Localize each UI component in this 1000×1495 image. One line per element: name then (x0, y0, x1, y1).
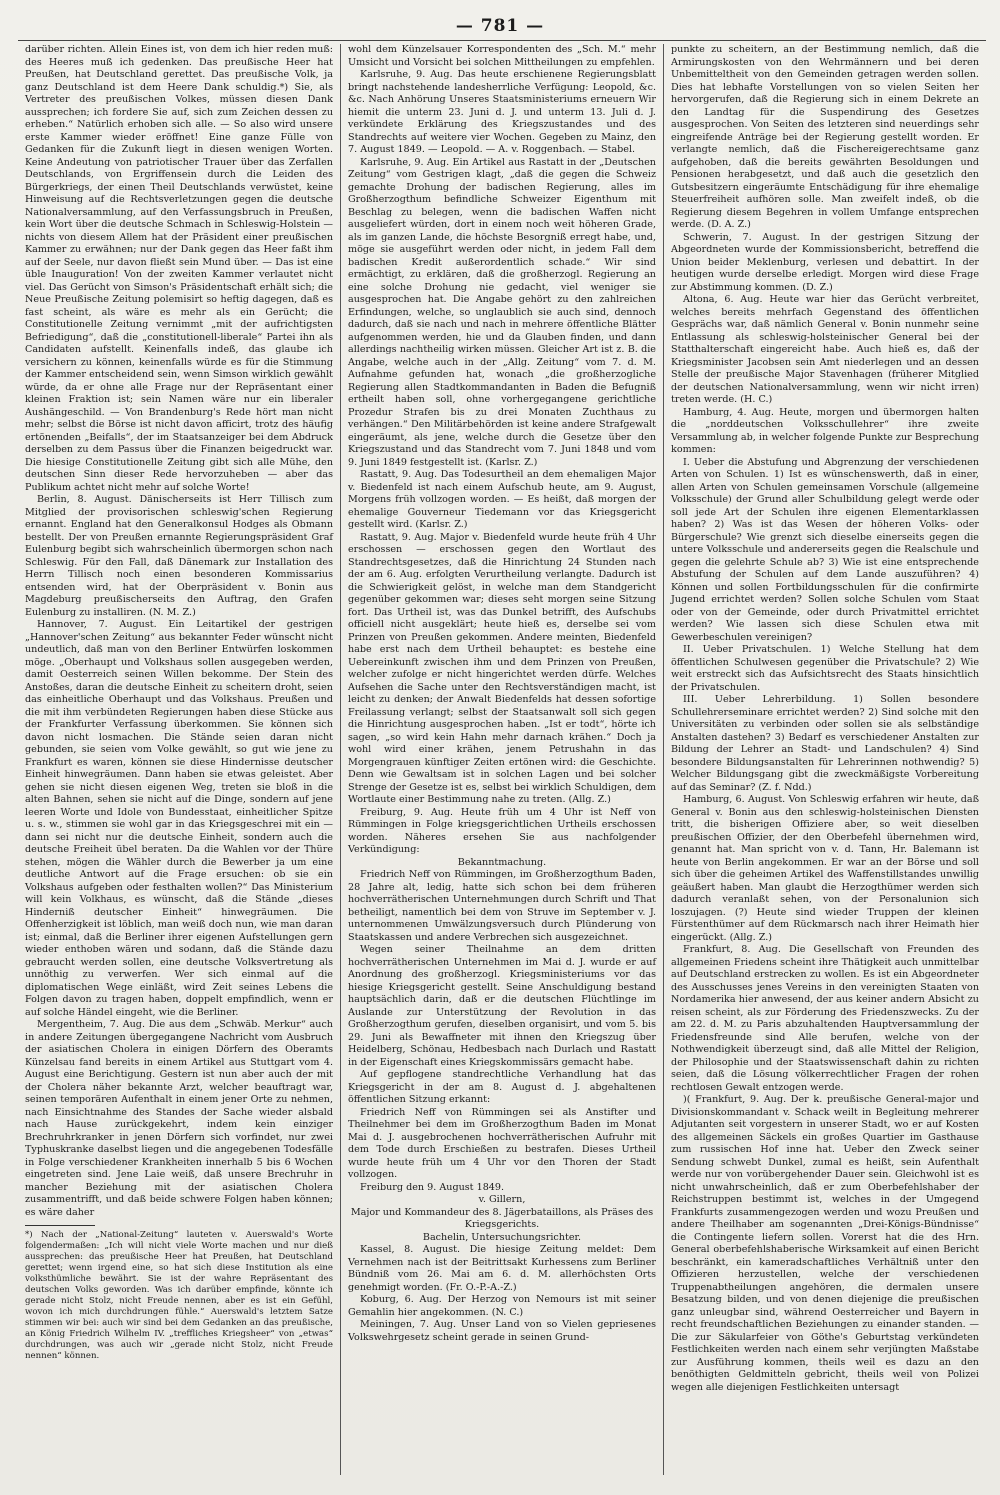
article-berlin: Berlin, 8. August. Dänischerseits ist Herr Tillisch zum Mitglied der provisorischen schleswig'schen Regierung ernannt. England hat den Generalkonsul Hodges als Obmann bestellt. Der von Preußen ernannte Regierungspräsident Graf Eulenburg begibt sich wahrscheinlich übermorgen schon nach Schleswig. Für den Fall, daß Dänemark zur Installation des Herrn Tillisch noch einen besonderen Kommissarius entsenden wird, hat der Oberpräsident v. Bonin aus Magdeburg preußischerseits den Auftrag, den Grafen Eulenburg zu installiren. (N. M. Z.) (25, 494, 333, 618)
article-hamburg-2: Hamburg, 6. August. Von Schleswig erfahren wir heute, daß General v. Bonin aus den schleswig-holsteinischen Diensten tritt, die bisherigen Offiziere aber, so weit dieselben preußischen Offizier, der den Oberbefehl übernehmen wird, genannt hat. Man spricht von v. d. Tann, Hr. Balemann ist heute von Berlin angekommen. Er war an der Börse und soll sich über die geheimen Artikel des Waffenstillstandes unwillig geäußert haben. Man glaubt die Herzogthümer werden sich dadurch veranlaßt sehen, von der Personalunion sich loszujagen. (?) Heute sind wieder Truppen der kleinen Fürstenthümer auf dem Rückmarsch nach ihrer Heimath hier eingerückt. (Allg. Z.) (671, 794, 979, 943)
article-rastatt-2: Rastatt, 9. Aug. Major v. Biedenfeld wurde heute früh 4 Uhr erschossen — erschossen gegen den Wortlaut des Standrechtsgesetzes, daß die Hinrichtung 24 Stunden nach der am 6. Aug. erfolgten Verurtheilung verlangte. Dadurch ist die Schwierigkeit gelöst, in welche man dem Standgericht gegenüber gekommen war; dieses seht morgen seine Sitzung fort. Das Urtheil ist, was das Dunkel betrifft, des Aufschubs officiell nicht ausgeklärt; heute hieß es, derselbe sei vom Prinzen von Preußen gekommen. Andere meinten, Biedenfeld habe erst nach dem Urtheil behauptet: es bestehe eine Uebereinkunft zwischen ihm und dem Prinzen von Preußen, welcher zufolge er nicht hingerichtet werden dürfe. Welches Aufsehen die Sache unter den Rechtsverständigen macht, ist leicht zu denken; der Anwalt Biedenfelds hat dessen sofortige Freilassung verlangt; selbst der Staatsanwalt soll sich gegen die Hinrichtung ausgesprochen haben. „Ist er todt“, hörte ich sagen, „so wird kein Hahn mehr darnach krähen.“ Doch ja wohl wird einer krähen, jenem Petrushahn in das Morgengrauen künftiger Zeiten ertönen wird: die Geschichte. Denn wie Gewaltsam ist in solchen Lagen und bei solcher Strenge der Gesetze ist es, selbst bei wirklich Schuldigen, dem Wortlaute einer Bestimmung nahe zu treten. (Allg. Z.) (348, 531, 656, 805)
article-paragraph: Auf gepflogene standrechtliche Verhandlung hat das Kriegsgericht in der am 8. August d. J. abgehaltenen öffentlichen Sitzung erkannt: (348, 1069, 656, 1105)
article-frankfurt-1: Frankfurt, 8. Aug. Die Gesellschaft von Freunden des allgemeinen Friedens scheint ihre Thätigkeit auch unmittelbar auf Deutschland erstrecken zu wollen. Es ist ein Abgeordneter des Ausschusses jenes Vereins in den vereinigten Staaten von Nordamerika hier anwesend, der aus keiner andern Absicht zu reisen scheint, als zur Förderung des Friedenszwecks. Zu der am 22. d. M. zu Paris abzuhaltenden Hauptversammlung der Friedensfreunde sind Alle berufen, welche von der Nothwendigkeit überzeugt sind, daß alle Mittel der Religion, der Philosophie und der Staatswissenschaft dahin zu richten seien, daß die Lösung völkerrechtlicher Fragen der rohen rechtlosen Gewalt entzogen werde. (671, 944, 979, 1093)
column-3 (663, 44, 986, 1475)
article-kassel: Kassel, 8. August. Die hiesige Zeitung meldet: Dem Vernehmen nach ist der Beitrittsakt Kurhessens zum Berliner Bündniß vom 26. Mai am 6. d. M. allerhöchsten Orts genehmigt worden. (Fr. O.-P.-A.-Z.) (348, 1244, 656, 1293)
article-hannover: Hannover, 7. August. Ein Leitartikel der gestrigen „Hannover'schen Zeitung“ aus bekannter Feder wünscht nicht undeutlich, daß man von den Berliner Entwürfen loskommen möge. „Oberhaupt und Volkshaus sollen ausgegeben werden, damit Oesterreich seinen Willen bekomme. Der Stein des Anstoßes, daran die deutsche Einheit zu scheitern droht, seien das einheitliche Oberhaupt und das Volkshaus. Preußen und die mit ihm verbündeten Regierungen haben diese Stücke aus der Frankfurter Verfassung überkommen. Sie können sich davon nicht losmachen. Die Stände seien daran nicht gebunden, sie seien vom Volke gewählt, so gut wie jene zu Frankfurt es waren, können sie diese Hindernisse deutscher Einheit hinwegräumen. Dann haben sie etwas geleistet. Aber gehen sie nicht diesen eigenen Weg, treten sie bloß in die alten Bahnen, sehen sie nicht auf die Dinge, sondern auf jene leeren Worte und Idole von Bundesstaat, einheitlicher Spitze u. s. w., stimmen sie wohl gar in das Kriegsgeschrei mit ein — dann sei nicht nur die deutsche Einheit, sondern auch die deutsche Freiheit übel beraten. Da die Wahlen vor der Thüre stehen, mögen die Wähler durch die Bewerber ja um eine deutliche Antwort auf die Frage ersuchen: ob sie ein Volkshaus aufgeben oder festhalten wollen?“ Das Ministerium will kein Volkhaus, es wünscht, daß die Stände „dieses Hinderniß deutscher Einheit“ hinwegräumen. Die Offenherzigkeit ist löblich, man weiß doch nun, wie man daran ist; einmal, daß die Berliner ihrer eigenen Aufstellungen gern wieder enthoben wären und sodann, daß die Stände dazu gebraucht werden sollen, eine deutsche Volksvertretung als unnöthig zu verwerfen. Wer sich einmal auf die diplomatischen Wege einläßt, wird Zeit seines Lebens die Folgen davon zu tragen haben, doppelt empfindlich, wenn er auf solche Händel eingeht, wie die Berliner. (25, 619, 333, 1018)
article-hamburg-1: Hamburg, 4. Aug. Heute, morgen und übermorgen halten die „norddeutschen Volksschullehrer“ ihre zweite Versammlung ab, in welcher folgende Punkte zur Besprechung kommen: (671, 406, 979, 455)
article-paragraph: punkte zu scheitern, an der Bestimmung nemlich, daß die Armirungskosten von den Wehrmännern und bei deren Unbemitteltheit von den Gemeinden getragen werden sollen. Dies hat lebhafte Vorstellungen von so vielen Seiten her hervorgerufen, daß die Regierung sich in einem Dekrete an den Landtag für die Suspendirung des Gesetzes ausgesprochen. Von Seiten des letzteren sind neuerdings sehr eingreifende Anträge bei der Regierung gestellt worden. Er verlangte nemlich, daß die Fischereigerechtsame ganz aufgehoben, daß die bereits gewährten Besoldungen und Pensionen herabgesetzt, und daß auch die gesetzlich den Gutsbesitzern eingeräumte Entschädigung für ihre ehemalige Steuerfreiheit aufhören solle. Man zweifelt indeß, ob die Regierung diesem Begehren in vollem Umfange entsprechen werde. (D. A. Z.) (671, 44, 979, 230)
list-item: I. Ueber die Abstufung und Abgrenzung der verschiedenen Arten von Schulen. 1) Ist es wünschenswerth, daß in einer, allen Arten von Schulen gemeinsamen Vorschule (allgemeine Volksschule) der Grund aller Schulbildung gelegt werde oder soll jede Art der Schulen ihre eigenen Elementarklassen haben? 2) Was ist das Wesen der höheren Volks- oder Bürgerschule? Wie grenzt sich dieselbe einerseits gegen die untere Volksschule und andererseits gegen die Realschule und gegen die gelehrte Schule ab? 3) Wie ist eine entsprechende Abstufung der Schulen auf dem Lande auszuführen? 4) Können und sollen Fortbildungsschulen für die confirmirte Jugend errichtet werden? Sollen solche Schulen vom Staat oder von der Gemeinde, oder durch Privatmittel errichtet werden? Wie lassen sich diese Schulen etwa mit Gewerbeschulen vereinigen? (671, 456, 979, 643)
list-item: III. Ueber Lehrerbildung. 1) Sollen besondere Schullehrerseminare errichtet werden? 2) Sind solche mit den Universitäten zu verbinden oder sollen sie als selbständige Anstalten dastehen? 3) Bedarf es verschiedener Anstalten zur Bildung der Lehrer an Stadt- und Landschulen? 4) Sind besondere Bildungsanstalten für Lehrerinnen nothwendig? 5) Welcher Bildungsgang gibt die zweckmäßigste Vorbereitung auf das Seminar? (Z. f. Ndd.) (671, 694, 979, 793)
footnote-rule (25, 1225, 95, 1226)
signature-judge: Bachelin, Untersuchungsrichter. (422, 1231, 582, 1243)
article-rastatt-1: Rastatt, 9. Aug. Das Todesurtheil an dem ehemaligen Major v. Biedenfeld ist nach einem Aufschub heute, am 9. August, Morgens früh vollzogen worden. — Es heißt, daß morgen der ehemalige Gouverneur Tiedemann vor das Kriegsgericht gestellt wird. (Karlsr. Z.) (348, 469, 656, 530)
footnote: *) Nach der „National-Zeitung“ lauteten v. Auerswald's Worte folgendermaßen: „Ich will nicht viele Worte machen und nur dieß aussprechen: das preußische Heer hat Preußen, hat Deutschland gerettet; wenn irgend eine, so hat sich diese Institution als eine volksthümliche bewährt. Sie ist der wahre Repräsentant des deutschen Volks geworden. Was ich darüber empfinde, könnte ich gerade nicht Stolz, nicht Freude nennen, aber es ist ein Gefühl, wovon ich mich durchdrungen fühle.“ Auerswald's letztem Satze stimmen wir bei: auch wir sind bei dem Gedanken an das preußische, an König Friedrich Wilhelm IV. „treffliches Kriegsheer“ von „etwas“ durchdrungen, was auch wir „gerade nicht Stolz, nicht Freude nennen“ können. (25, 1230, 333, 1361)
article-paragraph: Friedrich Neff von Rümmingen sei als Anstifter und Theilnehmer bei dem im Großherzogthum Baden im Monat Mai d. J. ausgebrochenen hochverrätherischen Aufruhr mit dem Tode durch Erschießen zu bestrafen. Dieses Urtheil wurde heute früh um 4 Uhr vor den Thoren der Stadt vollzogen. (348, 1106, 656, 1180)
article-date: Freiburg den 9. August 1849. (360, 1181, 505, 1193)
article-mergentheim: Mergentheim, 7. Aug. Die aus dem „Schwäb. Merkur“ auch in andere Zeitungen übergegangene Nachricht vom Ausbruch der asiatischen Cholera in einigen Dörfern des Oberamts Künzelsau fand bereits in einem Artikel aus Stuttgart vom 4. August eine Berichtigung. Gestern ist nun aber auch der mit der Cholera näher bekannte Arzt, welcher beauftragt war, seinen temporären Aufenthalt in einem jener Orte zu nehmen, nach Einsichtnahme des Standes der Sache wieder alsbald nach Hause zurückgekehrt, indem kein einziger Brechruhrkranker in jenen Dörfern sich vorfindet, nur zwei Typhuskranke daselbst liegen und die angegebenen Todesfälle in Folge verschiedener Krankheiten innerhalb 5 bis 6 Wochen eingetreten sind. Jene Laie weiß, daß unsere Brechruhr in mancher Beziehung mit der asiatischen Cholera zusammentrifft, und daß beide schwere Folgen haben können; es wäre daher (25, 1019, 333, 1218)
page-number: — 781 — (455, 16, 545, 36)
text-columns (18, 44, 986, 1475)
article-karlsruhe-2: Karlsruhe, 9. Aug. Ein Artikel aus Rastatt in der „Deutschen Zeitung“ vom Gestrigen klagt, „daß die gegen die Schweiz gemachte Drohung der badischen Regierung, alles im Großherzogthum befindliche Schweizer Eigenthum mit Beschlag zu belegen, wenn die badischen Waffen nicht ausgeliefert würden, dort in einem noch weit höheren Grade, als im ganzen Lande, die höchste Besorgniß erregt habe, und, möge sie ausgeführt werden oder nicht, in jedem Fall dem badischen Kredit außerordentlich schade.“ Wir sind ermächtigt, zu erklären, daß die großherzogl. Regierung an eine solche Drohung nie gedacht, viel weniger sie ausgesprochen hat. Die Angabe gehört zu den zahlreichen Erfindungen, welche, so unglaublich sie auch sind, dennoch dadurch, daß sie nach und nach in mehrere öffentliche Blätter aufgenommen werden, hie und da Glauben finden, und dann allerdings nachtheilig wirken müssen. Gleicher Art ist z. B. die Angabe, welche auch in der „Allg. Zeitung“ vom 7. d. M. Aufnahme gefunden hat, wonach „die großherzogliche Regierung allen Stadtkommandanten in Baden die Befugniß ertheilt haben soll, ohne vorhergegangene gerichtliche Prozedur Strafen bis zu drei Monaten Zuchthaus zu verhängen.“ Den Militärbehörden ist keine andere Strafgewalt eingeräumt, als jene, welche durch die Gesetze über den Kriegszustand und das Standrecht vom 7. Juni 1848 und vom 9. Juni 1849 festgestellt ist. (Karlsr. Z.) (348, 156, 656, 468)
article-freiburg: Freiburg, 9. Aug. Heute früh um 4 Uhr ist Neff von Rümmingen in Folge kriegsgerichtlichen Urtheils erschossen worden. Näheres ersehen Sie aus nachfolgender Verkündigung: (348, 806, 656, 855)
signature-title: Major und Kommandeur des 8. Jägerbataillons, als Präses des Kriegsgerichts. (350, 1206, 654, 1230)
article-paragraph: darüber richten. Allein Eines ist, von dem ich hier reden muß: des Heeres muß ich gedenken. Das preußische Heer hat Preußen, hat Deutschland gerettet. Das preußische Volk, ja ganz Deutschland ist dem Heere Dank schuldig.*) Sie, als Vertreter des preußischen Volkes, müssen diesen Dank aussprechen; ich fordere Sie auf, sich zum Zeichen dessen zu erheben.“ Natürlich erhoben sich alle. — So also wird unsere erste Kammer wieder eröffnet! Eine ganze Fülle von Gedanken für die Zukunft liegt in diesen wenigen Worten. Keine Andeutung von patriotischer Trauer über das Zerfallen Deutschlands, von Ergriffensein durch die Leiden des Bürgerkriegs, der einen Theil Deutschlands verwüstet, keine Hinweisung auf die Rechtsverletzungen gegen die deutsche Nationalversammlung, auf den Verfassungsbruch in Preußen, kein Wort über die deutsche Schmach in Schleswig-Holstein — nichts von diesem Allem hat der Präsident einer preußischen Kammer zu erwähnen; nur der Dank gegen das Heer faßt ihm auf der Seele, nur davon fließt sein Mund über. — Das ist eine üble Inauguration! Von der zweiten Kammer verlautet nicht viel. Das Gerücht von Simson's Präsidentschaft erhält sich; die Neue Preußische Zeitung polemisirt so heftig dagegen, daß es fast scheint, als wäre es mehr als ein Gerücht; die Constitutionelle Zeitung vernimmt „mit der aufrichtigsten Befriedigung“, daß die „constitutionell-liberale“ Partei ihn als Candidaten aufstellt. Keinenfalls indeß, das glaube ich versichern zu können, keinenfalls würde es für die Stimmung der Kammer entscheidend sein, wenn Simson wirklich gewählt würde, da er ohne alle Frage nur der Repräsentant einer kleinen Fraktion ist; sein Namen wäre nur ein liberaler Aushängeschild. — Von Brandenburg's Rede hört man nicht mehr; selbst die Börse ist nicht davon afficirt, trotz des häufig ertönenden „Beifalls“, der im Staatsanzeiger bei dem Abdruck derselben zu dem Passus über die Finanzen beigedruckt war. Die hiesige Constitutionelle Zeitung gibt sich alle Mühe, den deutschen Sinn dieser Rede hervorzuheben — aber das Publikum achtet nicht mehr auf solche Worte! (25, 44, 333, 493)
bekanntmachung-heading: Bekanntmachung. (457, 856, 547, 868)
article-paragraph: Wegen seiner Theilnahme an dem dritten hochverrätherischen Unternehmen im Mai d. J. wurde er auf Anordnung des großherzogl. Kriegsministeriums vor das hiesige Kriegsgericht gestellt. Seine Anschuldigung bestand hauptsächlich darin, daß er die deutschen Flüchtlinge im Auslande zur Unterstützung der Revolution in das Großherzogthum gerufen, dieselben organisirt, und vom 5. bis 29. Juni als Bewaffneter mit ihnen den Kriegszug über Heidelberg, Schönau, Hedbesbach nach Durlach und Rastatt in der Eigenschaft eines Kriegskommissärs gemacht habe. (348, 944, 656, 1068)
article-meiningen: Meiningen, 7. Aug. Unser Land von so Vielen gepriesenes Volkswehrgesetz scheint gerade in seinen Grund- (348, 1319, 656, 1343)
column-2 (340, 44, 663, 1475)
list-item: II. Ueber Privatschulen. 1) Welche Stellung hat dem öffentlichen Schulwesen gegenüber die Privatschule? 2) Wie weit erstreckt sich das Aufsichtsrecht des Staats hinsichtlich der Privatschulen. (671, 644, 979, 693)
article-koburg: Koburg, 6. Aug. Der Herzog von Nemours ist mit seiner Gemahlin hier angekommen. (N. C.) (348, 1294, 656, 1318)
header-rule (18, 40, 986, 41)
column-1 (18, 44, 340, 1475)
signature-name: v. Gillern, (478, 1194, 526, 1205)
article-karlsruhe-1: Karlsruhe, 9. Aug. Das heute erschienene Regierungsblatt bringt nachstehende landesherrliche Verfügung: Leopold, &c. &c. Nach Anhörung Unseres Staatsministeriums erneuern Wir hiemit die unterm 23. Juni d. J. und unterm 13. Juli d. J. verkündete Erklärung des Kriegszustandes und des Standrechts auf weitere vier Wochen. Gegeben zu Mainz, den 7. August 1849. — Leopold. — A. v. Roggenbach. — Stabel. (348, 69, 656, 155)
article-altona: Altona, 6. Aug. Heute war hier das Gerücht verbreitet, welches bereits mehrfach Gegenstand des öffentlichen Gesprächs war, daß nämlich General v. Bonin nunmehr seine Entlassung als schleswig-holsteinischer General bei der Statthalterschaft eingereicht habe. Auch hieß es, daß der Kriegsminister Jacobsen sein Amt niederlegen und an dessen Stelle der preußische Major Stavenhagen (früherer Mitglied der deutschen Nationalversammlung, wenn wir nicht irren) treten werde. (H. C.) (671, 294, 979, 405)
article-frankfurt-2: )( Frankfurt, 9. Aug. Der k. preußische General-major und Divisionskommandant v. Schack weilt in Begleitung mehrerer Adjutanten seit vorgestern in unserer Stadt, wo er auf Kosten des allgemeinen Säckels ein großes Quartier im Gasthause zum russischen Hof inne hat. Ueber den Zweck seiner Sendung schwebt Dunkel, zumal es heißt, sein Aufenthalt werde nur von vorübergehender Dauer sein. Gleichwohl ist es nicht unwahrscheinlich, daß er zum Oberbefehlshaber der Reichstruppen bestimmt ist, welches in der Umgegend Frankfurts zusammengezogen werden und wozu Preußen und andere Theilhaber am sogenannten „Drei-Königs-Bündnisse“ die Contingente liefern sollen. Vorerst hat die des Hrn. General oberbefehlshaberische Wirksamkeit auf einen Bericht beschränkt, ein kameradschaftliches Verhältniß unter den Offizieren herzustellen, welche der verschiedenen Truppenabtheilungen angehören, die dermalen unsere Besatzung bilden, und von denen diejenige die preußischen ganz unleugbar sind, während Oesterreicher und Bayern in recht freundschaftlichen Beziehungen zu einander standen. — Die zur Säkularfeier von Göthe's Geburtstag verkündeten Festlichkeiten werden nach einem sehr verjüngten Maßstabe zur Ausführung kommen, theils weil es dazu an den benöthigten Geldmitteln gebricht, theils weil von Polizei wegen alle diejenigen Festlichkeiten untersagt (671, 1094, 979, 1393)
article-schwerin: Schwerin, 7. August. In der gestrigen Sitzung der Abgeordneten wurde der Kommissionsbericht, betreffend die Union beider Meklenburg, verlesen und debattirt. In der heutigen wurde derselbe erledigt. Morgen wird diese Frage zur Abstimmung kommen. (D. Z.) (671, 231, 979, 293)
article-paragraph: Friedrich Neff von Rümmingen, im Großherzogthum Baden, 28 Jahre alt, ledig, hatte sich schon bei dem früheren hochverrätherischen Unternehmungen durch Schrift und That betheiligt, namentlich bei dem von Struve im September v. J. unternommenen Umwälzungsversuch durch Plünderung von Staatskassen und andere Verbrechen sich ausgezeichnet. (348, 869, 656, 943)
article-paragraph: wohl dem Künzelsauer Korrespondenten des „Sch. M.“ mehr Umsicht und Vorsicht bei solchen Mittheilungen zu empfehlen. (348, 44, 656, 68)
